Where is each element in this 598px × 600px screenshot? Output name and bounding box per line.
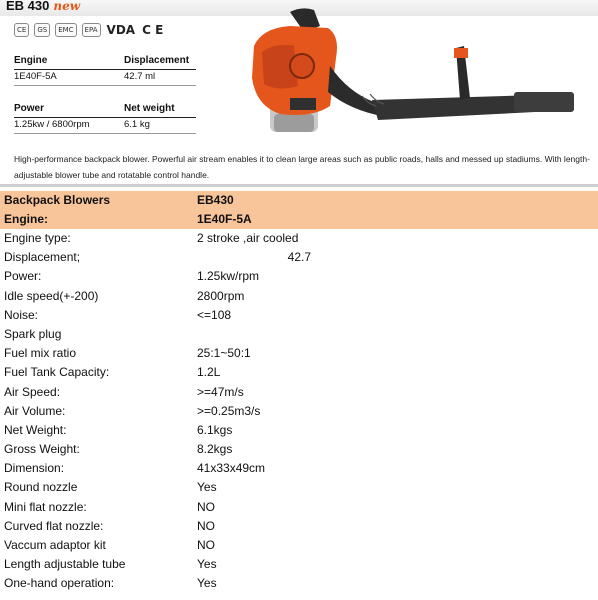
spec-value: <=108 <box>197 307 232 322</box>
spec-label: Idle speed(+-200) <box>4 288 99 303</box>
spec-label: Length adjustable tube <box>4 557 126 572</box>
spec-row <box>0 363 598 382</box>
spec-label: Curved flat nozzle: <box>4 518 104 533</box>
spec-label: Power: <box>4 269 42 284</box>
spec-label: Noise: <box>4 307 39 322</box>
spec-label: Round nozzle <box>4 480 78 495</box>
certification-logos <box>14 22 164 38</box>
spec-label: Fuel Tank Capacity: <box>4 365 110 380</box>
spec-row <box>0 325 598 344</box>
spec-label: Mini flat nozzle: <box>4 499 87 514</box>
spec-value: NO <box>197 518 215 533</box>
spec-value: Yes <box>197 480 217 495</box>
header-value: EB430 <box>197 193 234 207</box>
spec-label: Air Volume: <box>4 403 66 418</box>
backpack-blower-image <box>232 6 577 140</box>
spec-row <box>0 574 598 593</box>
spec-value-row <box>14 118 196 134</box>
header-label: Backpack Blowers <box>4 193 111 207</box>
spec-value: >=47m/s <box>197 384 244 399</box>
spec-label: Air Speed: <box>4 384 61 399</box>
spec-value-row <box>14 70 196 86</box>
spec-row <box>0 344 598 363</box>
spec-key: Power <box>14 103 45 114</box>
spec-value: 2800rpm <box>197 288 245 303</box>
spec-value: 8.2kgs <box>197 442 233 457</box>
model-name: EB 430 <box>6 0 50 13</box>
spec-value: 1.25kw / 6800rpm <box>14 119 90 130</box>
spec-key: Engine <box>14 55 48 66</box>
spec-row <box>0 402 598 421</box>
spec-label: Fuel mix ratio <box>4 346 77 361</box>
divider <box>0 184 598 187</box>
spec-value: 1.2L <box>197 365 221 380</box>
spec-value: NO <box>197 499 215 514</box>
spec-value: 1E40F-5A <box>14 71 57 82</box>
product-title <box>6 0 80 13</box>
spec-row <box>0 440 598 459</box>
spec-row <box>0 459 598 478</box>
spec-value: 42.7 <box>287 250 311 265</box>
spec-row <box>0 267 598 286</box>
spec-list <box>0 191 598 594</box>
header-value: 1E40F-5A <box>197 212 252 226</box>
spec-label: Vaccum adaptor kit <box>4 538 106 552</box>
spec-value: 25:1~50:1 <box>197 346 251 361</box>
new-tag: new <box>53 0 81 13</box>
spec-value: Yes <box>197 557 217 572</box>
emc-cert-icon: EMC <box>55 23 76 37</box>
spec-value: NO <box>197 538 215 552</box>
spec-value: >=0.25m3/s <box>197 403 261 418</box>
spec-row <box>0 555 598 574</box>
spec-header-row <box>14 54 196 70</box>
spec-row <box>0 421 598 440</box>
spec-label: Engine type: <box>4 231 71 245</box>
spec-value: 2 stroke ,air cooled <box>197 231 299 245</box>
spec-label: Dimension: <box>4 461 65 476</box>
ce-cert-icon: CE <box>14 23 29 37</box>
ce-mark-icon: C E <box>142 23 164 37</box>
product-description: High-performance backpack blower. Powerful air stream enables it to clean large areas such as public roads, halls and messed up stadiums. With length-adjustable blower tube and rotatable control handle. <box>14 154 590 180</box>
spec-value: Yes <box>197 576 217 591</box>
spec-value: 6.1kgs <box>197 422 233 437</box>
spec-value: 42.7 ml <box>124 71 156 82</box>
spec-value: 1.25kw/rpm <box>197 269 260 284</box>
spec-row <box>0 287 598 306</box>
gs-cert-icon: GS <box>34 23 50 37</box>
quick-spec-table <box>14 54 196 134</box>
spec-row <box>0 248 598 267</box>
spec-label: Spark plug <box>4 326 62 341</box>
spec-row <box>0 229 598 248</box>
spec-label: One-hand operation: <box>4 576 115 591</box>
spec-row <box>0 517 598 536</box>
spec-row <box>0 478 598 497</box>
epa-cert-icon: EPA <box>82 23 101 37</box>
spec-row <box>0 383 598 402</box>
spec-label: Gross Weight: <box>4 442 80 457</box>
spec-label: Net Weight: <box>4 422 67 437</box>
spec-list-header-row <box>0 191 598 210</box>
spec-value: 41x33x49cm <box>197 461 266 476</box>
spec-row <box>0 306 598 325</box>
spec-key: Net weight <box>124 103 175 114</box>
spec-row <box>0 536 598 555</box>
spec-value: 6.1 kg <box>124 119 150 130</box>
spec-row <box>0 498 598 517</box>
header-label: Engine: <box>4 212 48 226</box>
product-card <box>0 0 598 186</box>
spec-label: Displacement; <box>4 250 81 265</box>
spec-key: Displacement <box>124 55 190 66</box>
spec-header-row <box>14 102 196 118</box>
vda-cert-icon: VDA <box>106 23 136 37</box>
spec-list-header-row <box>0 210 598 229</box>
